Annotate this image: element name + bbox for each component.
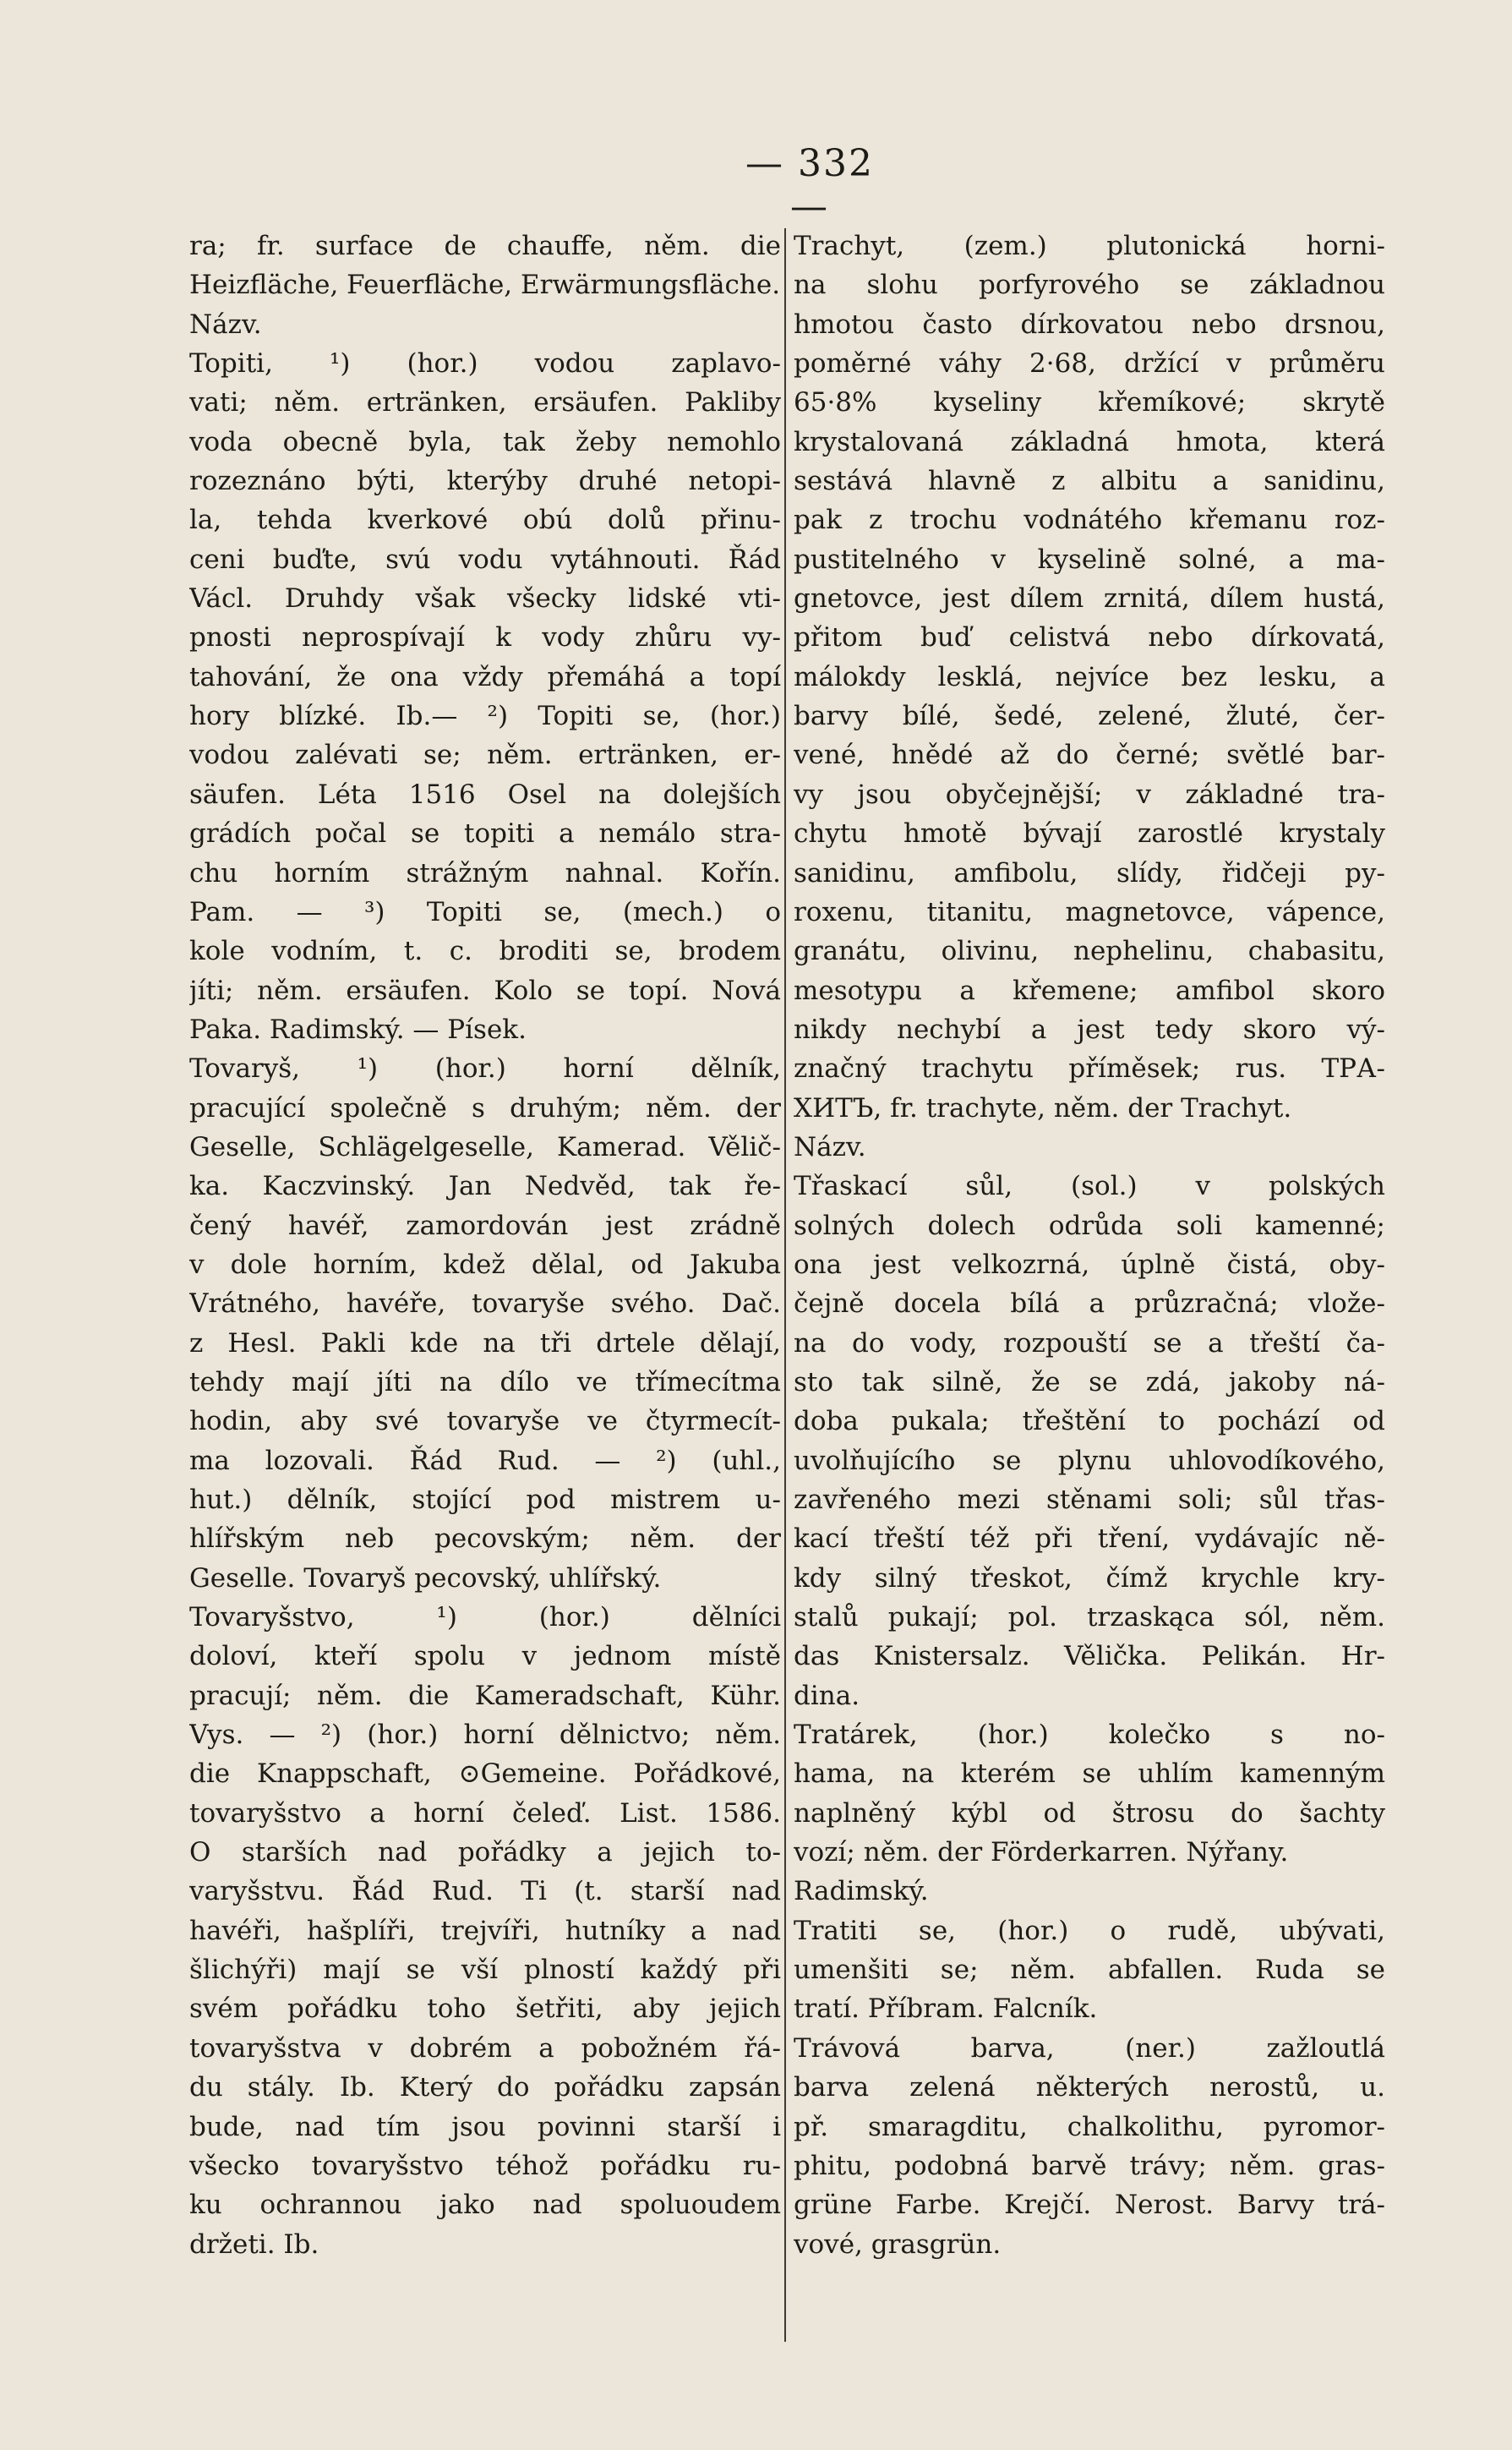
- text-line: sanidinu, amfibolu, slídy, řidčeji py-: [794, 857, 1385, 889]
- text-line: ma lozovali. Řád Rud. — ²) (uhl.,: [189, 1445, 781, 1476]
- text-line: čený havéř, zamordován jest zrádně: [189, 1210, 781, 1241]
- text-line: pracují; něm. die Kameradschaft, Kühr.: [189, 1680, 781, 1711]
- text-line: grüne Farbe. Krejčí. Nerost. Barvy trá-: [794, 2190, 1385, 2221]
- text-line: tovaryšstvo a horní čeleď. List. 1586.: [189, 1797, 781, 1829]
- text-line: tratí. Příbram. Falcník.: [794, 1993, 1098, 2025]
- text-line: krystalovaná základná hmota, která: [794, 426, 1385, 457]
- text-line: vy jsou obyčejnější; v základné tra-: [794, 779, 1385, 810]
- text-line: kdy silný třeskot, čímž krychle kry-: [794, 1562, 1385, 1594]
- text-line: Názv.: [189, 309, 262, 340]
- text-line: 65·8% kyseliny křemíkové; skrytě: [794, 387, 1385, 418]
- text-line: poměrné váhy 2·68, držící v průměru: [794, 348, 1385, 380]
- text-line: tovaryšstva v dobrém a pobožném řá-: [189, 2032, 781, 2064]
- text-line: pustitelného v kyselině solné, a ma-: [794, 544, 1385, 575]
- text-line: doba pukala; třeštění to pochází od: [794, 1406, 1385, 1437]
- text-line: chytu hmotě bývají zarostlé krystaly: [794, 818, 1385, 850]
- text-line: Tovaryšstvo, ¹) (hor.) dělníci: [189, 1602, 781, 1633]
- text-line: ceni buďte, svú vodu vytáhnouti. Řád: [189, 544, 781, 575]
- text-line: mesotypu a křemene; amfibol skoro: [794, 975, 1385, 1006]
- text-line: grádích počal se topiti a nemálo stra-: [189, 818, 781, 850]
- text-line: šlichýři) mají se vší plností každý při: [189, 1955, 781, 1986]
- text-line: vati; něm. ertränken, ersäufen. Pakliby: [189, 387, 781, 418]
- text-line: barvy bílé, šedé, zelené, žluté, čer-: [794, 701, 1385, 732]
- text-line: havéři, hašplíři, trejvíři, hutníky a nad: [189, 1915, 781, 1946]
- text-line: ra; fr. surface de chauffe, něm. die: [189, 231, 781, 261]
- text-line: Geselle, Schlägelgeselle, Kamerad. Vělič-: [189, 1131, 781, 1162]
- text-line: umenšiti se; něm. abfallen. Ruda se: [794, 1955, 1385, 1986]
- text-line: na slohu porfyrového se základnou: [794, 270, 1385, 301]
- text-line: na do vody, rozpouští se a třeští ča-: [794, 1327, 1385, 1359]
- text-line: vozí; něm. der Förderkarren. Nýřany.: [794, 1837, 1289, 1868]
- text-line: Václ. Druhdy však všecky lidské vti-: [189, 583, 781, 615]
- text-line: Tovaryš, ¹) (hor.) horní dělník,: [189, 1053, 781, 1085]
- text-line: Radimský.: [794, 1876, 929, 1907]
- text-line: la, tehda kverkové obú dolů přinu-: [189, 505, 781, 536]
- page-number: — 332 —: [745, 142, 874, 228]
- text-line: př. smaragditu, chalkolithu, pyromor-: [794, 2111, 1385, 2142]
- text-line: varyšstvu. Řád Rud. Ti (t. starší nad: [189, 1876, 781, 1907]
- text-line: O starších nad pořádky a jejich to-: [189, 1837, 781, 1868]
- text-line: ku ochrannou jako nad spoluoudem: [189, 2190, 781, 2221]
- text-line: málokdy lesklá, nejvíce bez lesku, a: [794, 661, 1385, 692]
- text-line: Vys. — ²) (hor.) horní dělnictvo; něm.: [189, 1720, 781, 1751]
- text-line: zavřeného mezi stěnami soli; sůl třas-: [794, 1485, 1385, 1515]
- text-line: Heizfläche, Feuerfläche, Erwärmungsfläche.: [189, 270, 781, 301]
- text-line: Třaskací sůl, (sol.) v polských: [794, 1171, 1385, 1202]
- text-line: nikdy nechybí a jest tedy skoro vý-: [794, 1014, 1385, 1045]
- text-line: barva zelená některých nerostů, u.: [794, 2072, 1385, 2103]
- text-line: hlířským neb pecovským; něm. der: [189, 1523, 781, 1555]
- text-line: všecko tovaryšstvo téhož pořádku ru-: [189, 2150, 781, 2181]
- text-line: sto tak silně, že se zdá, jakoby ná-: [794, 1366, 1385, 1397]
- left-column: [189, 227, 781, 2264]
- text-line: ka. Kaczvinský. Jan Nedvěd, tak ře-: [189, 1171, 781, 1202]
- text-line: vové, grasgrün.: [794, 2229, 1002, 2260]
- text-line: kole vodním, t. c. broditi se, brodem: [189, 936, 781, 967]
- text-line: Geselle. Tovaryš pecovský, uhlířský.: [189, 1562, 662, 1594]
- text-line: Pam. — ³) Topiti se, (mech.) o: [189, 896, 781, 927]
- text-line: granátu, olivinu, nephelinu, chabasitu,: [794, 936, 1385, 967]
- text-line: pak z trochu vodnátého křemanu roz-: [794, 505, 1385, 536]
- text-line: pracující společně s druhým; něm. der: [189, 1092, 781, 1124]
- text-line: tehdy mají jíti na dílo ve třímecítma: [189, 1366, 781, 1397]
- text-line: rozeznáno býti, kterýby druhé netopi-: [189, 466, 781, 497]
- text-line: Tratárek, (hor.) kolečko s no-: [794, 1720, 1385, 1751]
- text-line: pnosti neprospívají k vody zhůru vy-: [189, 622, 781, 654]
- text-line: značný trachytu příměsek; rus. ТРА-: [794, 1053, 1385, 1085]
- text-line: držeti. Ib.: [189, 2229, 319, 2260]
- text-line: phitu, podobná barvě trávy; něm. gras-: [794, 2150, 1385, 2181]
- text-line: uvolňujícího se plynu uhlovodíkového,: [794, 1445, 1385, 1476]
- text-line: tahování, že ona vždy přemáhá a topí: [189, 661, 781, 692]
- text-line: Trachyt, (zem.) plutonická horni-: [794, 231, 1385, 261]
- text-line: gnetovce, jest dílem zrnitá, dílem hustá,: [794, 583, 1385, 615]
- text-line: hama, na kterém se uhlím kamenným: [794, 1758, 1385, 1790]
- text-line: hmotou často dírkovatou nebo drsnou,: [794, 309, 1385, 340]
- text-line: Názv.: [794, 1131, 866, 1162]
- text-line: doloví, kteří spolu v jednom místě: [189, 1641, 781, 1672]
- text-line: přitom buď celistvá nebo dírkovatá,: [794, 622, 1385, 654]
- text-line: hory blízké. Ib.— ²) Topiti se, (hor.): [189, 701, 781, 732]
- text-line: Paka. Radimský. — Písek.: [189, 1014, 527, 1045]
- text-line: roxenu, titanitu, magnetovce, vápence,: [794, 896, 1385, 927]
- text-line: die Knappschaft, ⊙Gemeine. Pořádkové,: [189, 1758, 781, 1790]
- text-line: čejně docela bílá a průzračná; vlože-: [794, 1288, 1385, 1320]
- column-divider: [784, 228, 786, 2342]
- text-line: voda obecně byla, tak žeby nemohlo: [189, 426, 781, 457]
- text-line: z Hesl. Pakli kde na tři drtele dělají,: [189, 1327, 781, 1359]
- text-line: svém pořádku toho šetřiti, aby jejich: [189, 1993, 781, 2025]
- text-line: säufen. Léta 1516 Osel na dolejších: [189, 779, 781, 810]
- text-line: dina.: [794, 1680, 860, 1711]
- text-line: sestává hlavně z albitu a sanidinu,: [794, 466, 1385, 497]
- text-line: bude, nad tím jsou povinni starší i: [189, 2111, 781, 2142]
- text-line: das Knistersalz. Vělička. Pelikán. Hr-: [794, 1641, 1385, 1672]
- text-line: hut.) dělník, stojící pod mistrem u-: [189, 1485, 781, 1515]
- text-line: Tratiti se, (hor.) o rudě, ubývati,: [794, 1915, 1385, 1946]
- text-line: solných dolech odrůda soli kamenné;: [794, 1210, 1385, 1241]
- text-line: Trávová barva, (ner.) zažloutlá: [794, 2032, 1385, 2064]
- text-line: ona jest velkozrná, úplně čistá, oby-: [794, 1249, 1385, 1280]
- text-line: hodin, aby své tovaryše ve čtyrmecít-: [189, 1406, 781, 1437]
- right-column: [794, 227, 1385, 2264]
- text-line: Vrátného, havéře, tovaryše svého. Dač.: [189, 1288, 781, 1320]
- text-line: chu horním strážným nahnal. Kořín.: [189, 857, 781, 889]
- text-line: naplněný kýbl od štrosu do šachty: [794, 1797, 1385, 1829]
- text-line: Topiti, ¹) (hor.) vodou zaplavo-: [189, 348, 781, 380]
- text-line: v dole horním, kdež dělal, od Jakuba: [189, 1249, 781, 1280]
- text-line: ХИТЪ, fr. trachyte, něm. der Trachyt.: [794, 1092, 1292, 1124]
- text-line: vodou zalévati se; něm. ertränken, er-: [189, 740, 781, 771]
- text-line: du stály. Ib. Který do pořádku zapsán: [189, 2072, 781, 2103]
- text-line: jíti; něm. ersäufen. Kolo se topí. Nová: [189, 975, 781, 1006]
- text-line: stalů pukají; pol. trzaskąca sól, něm.: [794, 1602, 1385, 1633]
- text-line: kací třeští též při tření, vydávajíc ně-: [794, 1523, 1385, 1555]
- text-line: vené, hnědé až do černé; světlé bar-: [794, 740, 1385, 771]
